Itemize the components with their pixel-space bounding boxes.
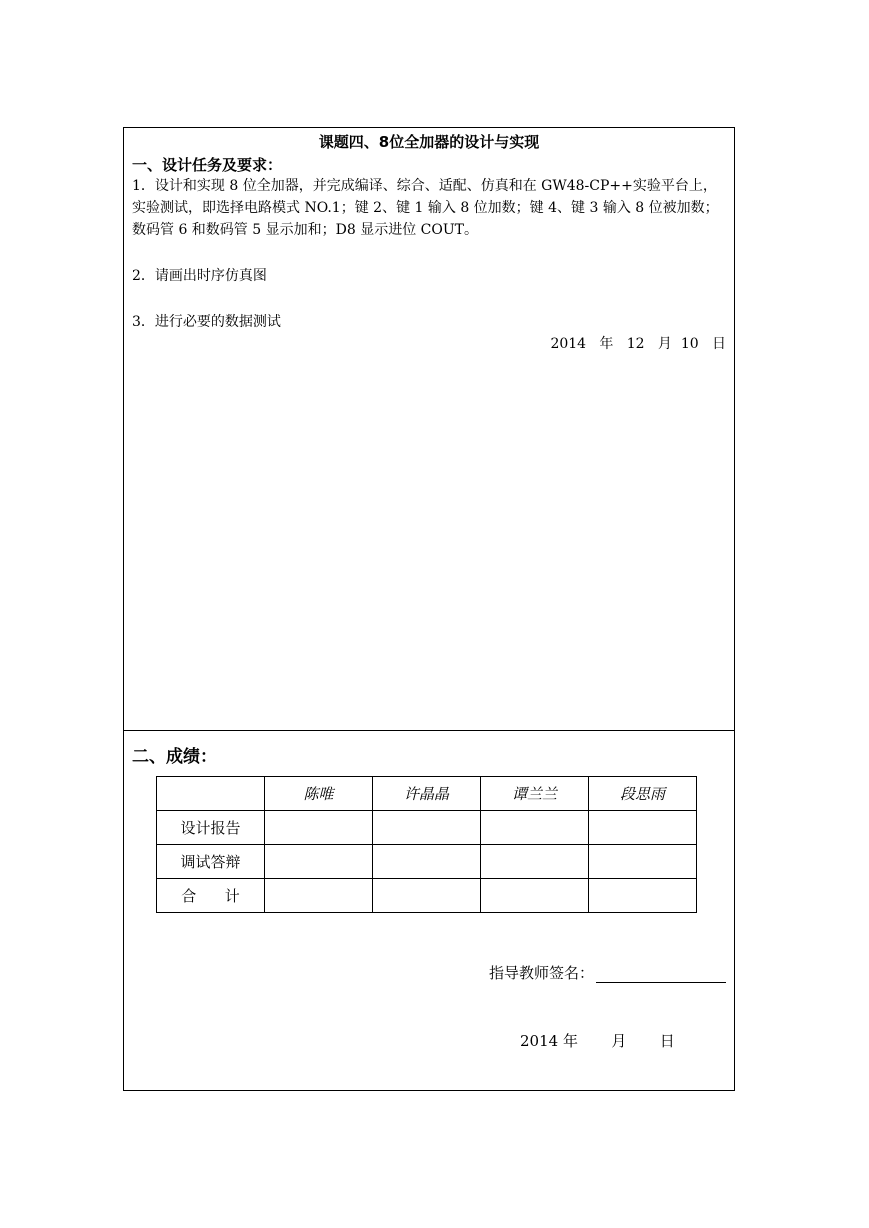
signature-label: 指导教师签名： [488, 964, 594, 982]
requirement-item-3: 3．进行必要的数据测试 [132, 314, 281, 330]
requirement-item-2: 2．请画出时序仿真图 [132, 268, 267, 284]
grades-heading: 二、成绩： [132, 747, 217, 767]
score-cell[interactable] [481, 845, 589, 879]
header-blank-cell [157, 777, 265, 811]
student-name: 段思雨 [589, 777, 697, 811]
score-cell[interactable] [265, 845, 373, 879]
requirements-heading: 一、设计任务及要求： [132, 156, 283, 174]
score-cell[interactable] [481, 811, 589, 845]
grading-date: 2014 年 月 日 [520, 1032, 675, 1050]
table-row [157, 845, 697, 879]
score-cell[interactable] [373, 879, 481, 913]
score-cell[interactable] [589, 811, 697, 845]
signature-field[interactable] [596, 964, 726, 983]
student-name: 陈唯 [265, 777, 373, 811]
table-row [157, 879, 697, 913]
score-cell[interactable] [373, 811, 481, 845]
score-cell[interactable] [265, 879, 373, 913]
row-label: 调试答辩 [157, 845, 265, 879]
requirements-section [124, 128, 734, 731]
grades-table [156, 776, 697, 913]
student-name: 许晶晶 [373, 777, 481, 811]
signature-line [489, 962, 726, 983]
assignment-date: 2014 年 12 月 10 日 [550, 336, 726, 352]
page-title: 课题四、8位全加器的设计与实现 [318, 133, 540, 151]
score-cell[interactable] [265, 811, 373, 845]
score-cell[interactable] [373, 845, 481, 879]
score-cell[interactable] [481, 879, 589, 913]
table-header-row [157, 777, 697, 811]
requirement-item-1: 1．设计和实现 8 位全加器，并完成编译、综合、适配、仿真和在 GW48-CP++实验平台上，实验测试，即选择电路模式 NO.1；键 2、键 1 输入 8 位加数；键 4、键 3 输入 8 位被加数；数码管 6 和数码管 5 显示加和；D8 显示进位 COUT。 [132, 178, 719, 238]
table-row [157, 811, 697, 845]
score-cell[interactable] [589, 879, 697, 913]
score-cell[interactable] [589, 845, 697, 879]
row-label: 合 计 [157, 879, 265, 913]
student-name: 谭兰兰 [481, 777, 589, 811]
row-label: 设计报告 [157, 811, 265, 845]
report-form [123, 127, 735, 1091]
